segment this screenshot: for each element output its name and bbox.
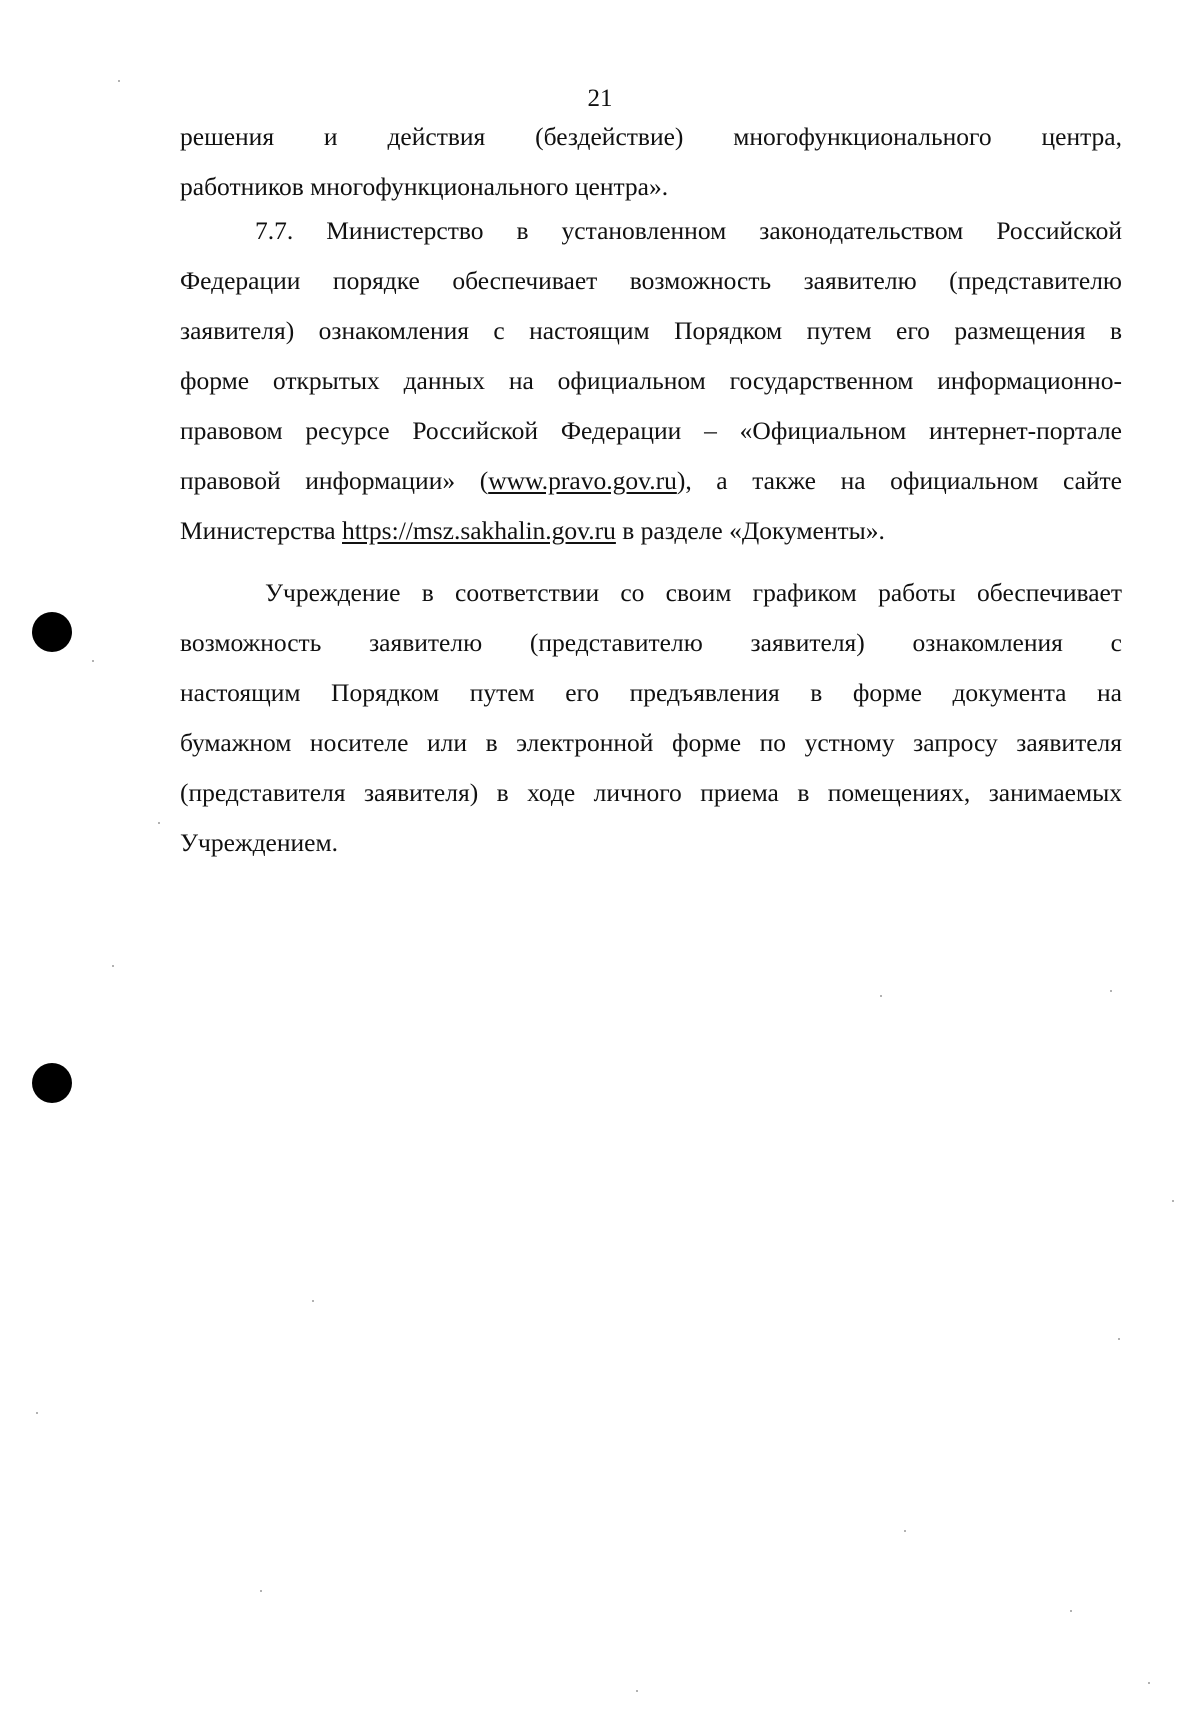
scan-speck bbox=[36, 1412, 38, 1414]
text-line: Учреждение в соответствии со своим графиком работы обеспечивает bbox=[265, 578, 1122, 607]
scan-speck bbox=[1070, 1610, 1072, 1612]
text-line: (представителя заявителя) в ходе личного приема в помещениях, занимаемых bbox=[180, 778, 1122, 807]
text-line: Федерации порядке обеспечивает возможность заявителю (представителю bbox=[180, 266, 1122, 295]
text-line: правовом ресурсе Российской Федерации – «Официальном интернет-портале bbox=[180, 416, 1122, 445]
text-line: 7.7. Министерство в установленном законодательством Российской bbox=[255, 216, 1122, 245]
text-line: форме открытых данных на официальном государственном информационно- bbox=[180, 366, 1122, 395]
text-fragment: ), а также на официальном сайте bbox=[676, 466, 1122, 495]
scan-speck bbox=[1110, 990, 1112, 992]
text-line: Учреждением. bbox=[180, 828, 338, 857]
scan-speck bbox=[312, 1300, 314, 1302]
scan-speck bbox=[118, 80, 120, 82]
paragraph-7-7 bbox=[180, 206, 1122, 556]
ministry-site-link[interactable]: https://msz.sakhalin.gov.ru bbox=[342, 516, 616, 545]
scan-speck bbox=[636, 1690, 638, 1692]
scan-speck bbox=[158, 822, 160, 824]
paragraph-continuation bbox=[180, 112, 1122, 212]
text-fragment: в разделе «Документы». bbox=[615, 516, 885, 545]
text-fragment: правовой информации» ( bbox=[180, 466, 489, 495]
text-fragment: Министерства bbox=[180, 516, 343, 545]
page-number: 21 bbox=[587, 85, 613, 112]
scan-speck bbox=[880, 995, 882, 997]
scan-speck bbox=[1172, 1200, 1174, 1202]
text-line: работников многофункционального центра». bbox=[180, 172, 669, 201]
text-line: бумажном носителе или в электронной форме по устному запросу заявителя bbox=[180, 728, 1122, 757]
pravo-gov-link[interactable]: www.pravo.gov.ru bbox=[488, 466, 677, 495]
scan-speck bbox=[1148, 1682, 1150, 1684]
scan-speck bbox=[260, 1590, 262, 1592]
text-line: решения и действия (бездействие) многофункционального центра, bbox=[180, 122, 1122, 151]
text-line-with-link bbox=[180, 506, 1122, 556]
scan-speck bbox=[112, 965, 114, 967]
text-line: возможность заявителю (представителю заявителя) ознакомления с bbox=[180, 628, 1122, 657]
text-line: заявителя) ознакомления с настоящим Порядком путем его размещения в bbox=[180, 316, 1122, 345]
scan-speck bbox=[92, 660, 94, 662]
text-line: настоящим Порядком путем его предъявления в форме документа на bbox=[180, 678, 1122, 707]
text-line-with-link bbox=[180, 456, 1122, 506]
punch-hole-mark bbox=[32, 1063, 72, 1103]
scan-speck bbox=[904, 1530, 906, 1532]
paragraph-institution bbox=[180, 568, 1122, 868]
punch-hole-mark bbox=[32, 612, 72, 652]
scan-speck bbox=[1118, 1338, 1120, 1340]
